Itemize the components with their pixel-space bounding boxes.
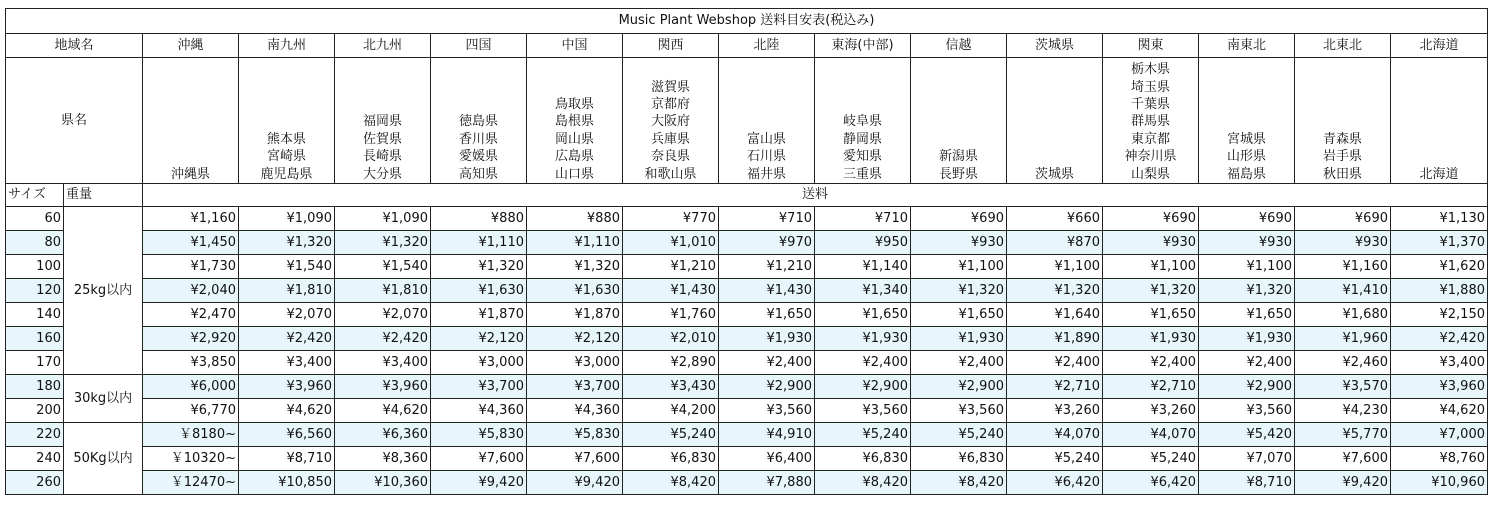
fee-cell: ¥1,160 — [143, 207, 239, 231]
fee-cell: ¥1,430 — [719, 279, 815, 303]
prefecture-list: 富山県 石川県 福井県 — [746, 131, 786, 182]
region-name: 北東北 — [1295, 34, 1391, 58]
weight-group-cell: 30kg以内 — [64, 375, 143, 423]
size-cell: 120 — [6, 279, 64, 303]
fee-cell: ¥2,890 — [623, 351, 719, 375]
region-name: 北陸 — [719, 34, 815, 58]
fee-cell: ¥1,640 — [1007, 303, 1103, 327]
fee-cell: ¥6,420 — [1007, 471, 1103, 495]
fee-cell: ¥2,900 — [911, 375, 1007, 399]
table-row — [6, 207, 1488, 231]
fee-cell: ¥660 — [1007, 207, 1103, 231]
fee-cell: ¥1,210 — [719, 255, 815, 279]
fee-cell: ¥4,620 — [1391, 399, 1488, 423]
fee-cell: ¥1,540 — [239, 255, 335, 279]
prefecture-cell — [1391, 58, 1488, 184]
fee-cell: ￥12470~ — [143, 471, 239, 495]
fee-cell: ¥1,370 — [1391, 231, 1488, 255]
fee-cell: ¥3,560 — [1199, 399, 1295, 423]
fee-cell: ¥6,000 — [143, 375, 239, 399]
fee-cell: ¥2,400 — [1199, 351, 1295, 375]
fee-cell: ¥6,560 — [239, 423, 335, 447]
fee-cell: ¥2,120 — [527, 327, 623, 351]
fee-cell: ¥1,680 — [1295, 303, 1391, 327]
size-cell: 240 — [6, 447, 64, 471]
fee-cell: ¥1,320 — [1103, 279, 1199, 303]
size-cell: 220 — [6, 423, 64, 447]
fee-cell: ¥7,600 — [431, 447, 527, 471]
fee-cell: ¥1,210 — [623, 255, 719, 279]
fee-cell: ¥8,360 — [335, 447, 431, 471]
shipping-fee-table — [5, 8, 1488, 495]
table-row — [6, 303, 1488, 327]
prefecture-list: 熊本県 宮崎県 鹿児島県 — [260, 131, 313, 182]
fee-cell: ¥4,910 — [719, 423, 815, 447]
fee-cell: ¥1,630 — [431, 279, 527, 303]
table-row — [6, 231, 1488, 255]
fee-cell: ¥3,960 — [1391, 375, 1488, 399]
prefecture-list: 宮城県 山形県 福島県 — [1226, 131, 1266, 182]
fee-cell: ¥1,140 — [815, 255, 911, 279]
fee-cell: ¥3,560 — [719, 399, 815, 423]
fee-cell: ¥3,960 — [239, 375, 335, 399]
fee-cell: ¥4,230 — [1295, 399, 1391, 423]
fee-cell: ¥690 — [1103, 207, 1199, 231]
fee-cell: ¥2,420 — [1391, 327, 1488, 351]
fee-cell: ¥3,570 — [1295, 375, 1391, 399]
prefecture-list: 青森県 岩手県 秋田県 — [1322, 131, 1362, 182]
fee-cell: ¥9,420 — [431, 471, 527, 495]
weight-group-cell: 50Kg以内 — [64, 423, 143, 495]
table-row — [6, 423, 1488, 447]
size-cell: 140 — [6, 303, 64, 327]
fee-header-label: 送料 — [143, 184, 1488, 207]
size-cell: 260 — [6, 471, 64, 495]
region-name: 関東 — [1103, 34, 1199, 58]
fee-cell: ¥2,400 — [719, 351, 815, 375]
prefecture-cell — [1007, 58, 1103, 184]
fee-cell: ¥6,400 — [719, 447, 815, 471]
fee-cell: ¥690 — [911, 207, 1007, 231]
fee-cell: ¥1,320 — [431, 255, 527, 279]
fee-cell: ¥690 — [1295, 207, 1391, 231]
table-row — [6, 471, 1488, 495]
fee-cell: ¥4,200 — [623, 399, 719, 423]
region-name: 沖縄 — [143, 34, 239, 58]
fee-cell: ￥8180~ — [143, 423, 239, 447]
fee-cell: ¥930 — [1295, 231, 1391, 255]
fee-cell: ¥7,600 — [1295, 447, 1391, 471]
fee-cell: ¥970 — [719, 231, 815, 255]
fee-cell: ¥3,700 — [527, 375, 623, 399]
fee-cell: ¥4,620 — [239, 399, 335, 423]
fee-cell: ¥1,870 — [527, 303, 623, 327]
fee-cell: ¥8,710 — [1199, 471, 1295, 495]
region-name: 四国 — [431, 34, 527, 58]
fee-cell: ¥1,100 — [1199, 255, 1295, 279]
fee-cell: ¥7,600 — [527, 447, 623, 471]
fee-cell: ¥2,470 — [143, 303, 239, 327]
fee-cell: ¥2,710 — [1103, 375, 1199, 399]
fee-cell: ¥4,360 — [527, 399, 623, 423]
region-header-row — [6, 34, 1488, 58]
fee-cell: ¥1,730 — [143, 255, 239, 279]
fee-cell: ¥3,850 — [143, 351, 239, 375]
fee-cell: ¥8,420 — [911, 471, 1007, 495]
prefecture-list: 岐阜県 静岡県 愛知県 三重県 — [842, 114, 882, 182]
fee-cell: ¥1,320 — [1007, 279, 1103, 303]
fee-cell: ¥1,320 — [911, 279, 1007, 303]
fee-cell: ¥6,770 — [143, 399, 239, 423]
fee-cell: ¥6,830 — [623, 447, 719, 471]
fee-cell: ¥710 — [815, 207, 911, 231]
fee-cell: ¥3,400 — [1391, 351, 1488, 375]
prefecture-list: 滋賀県 京都府 大阪府 兵庫県 奈良県 和歌山県 — [644, 79, 697, 182]
fee-cell: ¥1,450 — [143, 231, 239, 255]
fee-cell: ¥1,130 — [1391, 207, 1488, 231]
fee-cell: ¥3,260 — [1103, 399, 1199, 423]
fee-cell: ¥2,900 — [719, 375, 815, 399]
fee-cell: ¥1,930 — [911, 327, 1007, 351]
fee-cell: ¥1,340 — [815, 279, 911, 303]
fee-cell: ¥1,620 — [1391, 255, 1488, 279]
fee-cell: ¥4,620 — [335, 399, 431, 423]
fee-cell: ¥1,960 — [1295, 327, 1391, 351]
fee-cell: ¥1,100 — [1103, 255, 1199, 279]
region-name: 南九州 — [239, 34, 335, 58]
fee-cell: ¥3,400 — [335, 351, 431, 375]
table-row — [6, 255, 1488, 279]
fee-cell: ¥9,420 — [1295, 471, 1391, 495]
fee-cell: ¥1,810 — [335, 279, 431, 303]
fee-cell: ¥3,400 — [239, 351, 335, 375]
size-cell: 80 — [6, 231, 64, 255]
fee-cell: ¥2,040 — [143, 279, 239, 303]
fee-cell: ¥1,010 — [623, 231, 719, 255]
fee-cell: ¥870 — [1007, 231, 1103, 255]
fee-cell: ¥1,160 — [1295, 255, 1391, 279]
fee-cell: ¥1,100 — [911, 255, 1007, 279]
fee-cell: ￥10320~ — [143, 447, 239, 471]
fee-cell: ¥2,070 — [239, 303, 335, 327]
fee-cell: ¥10,360 — [335, 471, 431, 495]
fee-cell: ¥6,830 — [815, 447, 911, 471]
fee-cell: ¥6,420 — [1103, 471, 1199, 495]
prefecture-list: 鳥取県 島根県 岡山県 広島県 山口県 — [554, 96, 594, 182]
fee-cell: ¥1,320 — [335, 231, 431, 255]
fee-cell: ¥1,930 — [815, 327, 911, 351]
fee-cell: ¥1,320 — [1199, 279, 1295, 303]
prefecture-cell — [1103, 58, 1199, 184]
fee-cell: ¥1,930 — [719, 327, 815, 351]
fee-cell: ¥1,650 — [719, 303, 815, 327]
fee-cell: ¥2,420 — [335, 327, 431, 351]
fee-cell: ¥1,410 — [1295, 279, 1391, 303]
fee-cell: ¥1,890 — [1007, 327, 1103, 351]
size-cell: 180 — [6, 375, 64, 399]
region-name: 北九州 — [335, 34, 431, 58]
fee-cell: ¥5,240 — [1103, 447, 1199, 471]
fee-cell: ¥2,400 — [911, 351, 1007, 375]
prefecture-list: 北海道 — [1419, 166, 1459, 182]
prefecture-header-label: 県名 — [6, 58, 143, 184]
table-row — [6, 279, 1488, 303]
fee-cell: ¥4,360 — [431, 399, 527, 423]
fee-cell: ¥950 — [815, 231, 911, 255]
fee-cell: ¥1,320 — [239, 231, 335, 255]
fee-cell: ¥6,360 — [335, 423, 431, 447]
prefecture-cell — [623, 58, 719, 184]
fee-cell: ¥1,090 — [239, 207, 335, 231]
table-row — [6, 351, 1488, 375]
fee-cell: ¥710 — [719, 207, 815, 231]
fee-cell: ¥3,000 — [431, 351, 527, 375]
prefecture-cell — [1199, 58, 1295, 184]
table-row — [6, 327, 1488, 351]
fee-cell: ¥3,430 — [623, 375, 719, 399]
prefecture-list: 徳島県 香川県 愛媛県 高知県 — [458, 114, 498, 182]
fee-cell: ¥3,960 — [335, 375, 431, 399]
fee-cell: ¥1,650 — [1103, 303, 1199, 327]
column-label-row — [6, 184, 1488, 207]
prefecture-cell — [239, 58, 335, 184]
fee-cell: ¥2,120 — [431, 327, 527, 351]
fee-cell: ¥3,700 — [431, 375, 527, 399]
fee-cell: ¥930 — [1199, 231, 1295, 255]
size-cell: 200 — [6, 399, 64, 423]
fee-cell: ¥3,260 — [1007, 399, 1103, 423]
fee-cell: ¥4,070 — [1103, 423, 1199, 447]
prefecture-cell — [143, 58, 239, 184]
fee-cell: ¥1,100 — [1007, 255, 1103, 279]
fee-cell: ¥2,010 — [623, 327, 719, 351]
table-row — [6, 375, 1488, 399]
size-cell: 100 — [6, 255, 64, 279]
fee-cell: ¥4,070 — [1007, 423, 1103, 447]
fee-cell: ¥690 — [1199, 207, 1295, 231]
prefecture-cell — [815, 58, 911, 184]
prefecture-cell — [1295, 58, 1391, 184]
weight-group-cell: 25kg以内 — [64, 207, 143, 375]
table-row — [6, 399, 1488, 423]
fee-cell: ¥930 — [911, 231, 1007, 255]
fee-cell: ¥2,400 — [1103, 351, 1199, 375]
fee-cell: ¥1,810 — [239, 279, 335, 303]
fee-cell: ¥8,420 — [815, 471, 911, 495]
prefecture-cell — [911, 58, 1007, 184]
prefecture-cell — [527, 58, 623, 184]
prefecture-cell — [431, 58, 527, 184]
fee-cell: ¥7,880 — [719, 471, 815, 495]
fee-cell: ¥1,090 — [335, 207, 431, 231]
fee-cell: ¥1,650 — [1199, 303, 1295, 327]
fee-cell: ¥1,110 — [431, 231, 527, 255]
fee-cell: ¥5,240 — [1007, 447, 1103, 471]
fee-cell: ¥5,830 — [527, 423, 623, 447]
fee-cell: ¥2,400 — [815, 351, 911, 375]
fee-cell: ¥3,560 — [815, 399, 911, 423]
size-cell: 170 — [6, 351, 64, 375]
fee-cell: ¥1,930 — [1103, 327, 1199, 351]
prefecture-list: 沖縄県 — [170, 166, 210, 182]
region-name: 北海道 — [1391, 34, 1488, 58]
prefecture-cell — [335, 58, 431, 184]
fee-cell: ¥8,420 — [623, 471, 719, 495]
fee-cell: ¥2,900 — [1199, 375, 1295, 399]
size-header-label: サイズ — [6, 184, 64, 207]
fee-cell: ¥7,070 — [1199, 447, 1295, 471]
prefecture-cell — [719, 58, 815, 184]
fee-cell: ¥10,960 — [1391, 471, 1488, 495]
fee-cell: ¥770 — [623, 207, 719, 231]
prefecture-row — [6, 58, 1488, 184]
fee-cell: ¥2,420 — [239, 327, 335, 351]
fee-cell: ¥5,240 — [911, 423, 1007, 447]
fee-cell: ¥8,710 — [239, 447, 335, 471]
prefecture-list: 栃木県 埼玉県 千葉県 群馬県 東京都 神奈川県 山梨県 — [1124, 62, 1177, 182]
fee-cell: ¥1,870 — [431, 303, 527, 327]
fee-cell: ¥1,650 — [815, 303, 911, 327]
region-name: 東海(中部) — [815, 34, 911, 58]
fee-cell: ¥5,770 — [1295, 423, 1391, 447]
fee-cell: ¥1,760 — [623, 303, 719, 327]
size-cell: 60 — [6, 207, 64, 231]
fee-cell: ¥2,920 — [143, 327, 239, 351]
fee-cell: ¥3,000 — [527, 351, 623, 375]
region-name: 南東北 — [1199, 34, 1295, 58]
region-header-label: 地域名 — [6, 34, 143, 58]
fee-cell: ¥1,650 — [911, 303, 1007, 327]
fee-cell: ¥5,420 — [1199, 423, 1295, 447]
fee-cell: ¥2,710 — [1007, 375, 1103, 399]
fee-cell: ¥6,830 — [911, 447, 1007, 471]
fee-cell: ¥2,400 — [1007, 351, 1103, 375]
weight-header-label: 重量 — [64, 184, 143, 207]
fee-cell: ¥7,000 — [1391, 423, 1488, 447]
fee-cell: ¥1,930 — [1199, 327, 1295, 351]
region-name: 茨城県 — [1007, 34, 1103, 58]
fee-cell: ¥930 — [1103, 231, 1199, 255]
prefecture-list: 新潟県 長野県 — [938, 149, 978, 182]
fee-cell: ¥5,240 — [623, 423, 719, 447]
fee-cell: ¥1,320 — [527, 255, 623, 279]
fee-cell: ¥2,150 — [1391, 303, 1488, 327]
fee-cell: ¥9,420 — [527, 471, 623, 495]
fee-cell: ¥880 — [527, 207, 623, 231]
fee-cell: ¥1,630 — [527, 279, 623, 303]
prefecture-list: 福岡県 佐賀県 長崎県 大分県 — [362, 114, 402, 182]
fee-cell: ¥8,760 — [1391, 447, 1488, 471]
fee-cell: ¥1,540 — [335, 255, 431, 279]
fee-cell: ¥2,070 — [335, 303, 431, 327]
region-name: 関西 — [623, 34, 719, 58]
region-name: 信越 — [911, 34, 1007, 58]
fee-cell: ¥2,900 — [815, 375, 911, 399]
fee-cell: ¥5,240 — [815, 423, 911, 447]
table-row — [6, 447, 1488, 471]
fee-cell: ¥2,460 — [1295, 351, 1391, 375]
fee-cell: ¥5,830 — [431, 423, 527, 447]
prefecture-list: 茨城県 — [1034, 166, 1074, 182]
fee-cell: ¥880 — [431, 207, 527, 231]
size-cell: 160 — [6, 327, 64, 351]
fee-cell: ¥3,560 — [911, 399, 1007, 423]
fee-cell: ¥1,430 — [623, 279, 719, 303]
fee-cell: ¥1,880 — [1391, 279, 1488, 303]
fee-cell: ¥1,110 — [527, 231, 623, 255]
fee-cell: ¥10,850 — [239, 471, 335, 495]
region-name: 中国 — [527, 34, 623, 58]
table-title: Music Plant Webshop 送料目安表(税込み) — [6, 9, 1488, 34]
